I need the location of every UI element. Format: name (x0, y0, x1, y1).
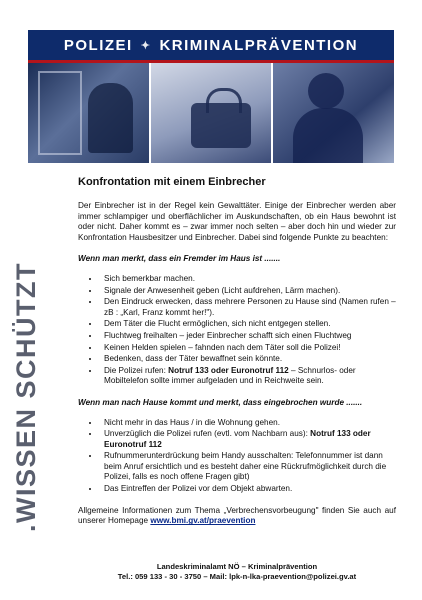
list-item (100, 429, 396, 450)
footer (78, 562, 396, 582)
intro-paragraph: Der Einbrecher ist in der Regel kein Gewalttäter. Einige der Einbrecher werden aber immer schlampiger und oberflächlicher im Auskundschaften, ob ein Haus bewohnt ist oder nicht. Daher kommt es – zwar immer noch selten – aber doch hin und wieder zur Konfrontation Hausbesitzer und Einbrecher. Dabei sind folgende Punkte zu beachten: (78, 201, 396, 242)
photo-handbag (151, 63, 272, 163)
list-item: • Das Eintreffen der Polizei vor dem Objekt abwarten. (100, 484, 396, 495)
section1-heading: Wenn man merkt, dass ein Fremder im Haus ist ....... (78, 254, 281, 264)
footer-contact: Tel.: 059 133 - 30 - 3750 – Mail: lpk-n-lka-praevention@polizei.gv.at (117, 572, 357, 581)
brand-kriminalpraevention: KRIMINALPRÄVENTION (159, 36, 359, 54)
list-item: • Keinen Helden spielen – fahnden nach dem Täter soll die Polizei! (100, 343, 396, 354)
photo-window-intruder (28, 63, 149, 163)
brand-polizei: POLIZEI (63, 36, 133, 54)
list-item: • Sich bemerkbar machen. (100, 274, 396, 285)
list-item: • Dem Täter die Flucht ermöglichen, sich nicht entgegen stellen. (100, 319, 396, 330)
slogan-vertical: .WISSEN SCHÜTZT (11, 262, 41, 532)
call-police-label: Die Polizei rufen: (104, 365, 166, 375)
list-item: • Fluchtweg freihalten – jeder Einbrecher schafft sich einen Fluchtweg (100, 331, 396, 342)
closing-paragraph (78, 506, 396, 527)
call-police-note: – Schnurlos- oder Mobiltelefon sollte immer aufgeladen und in Reichweite sein. (104, 365, 356, 386)
list-item: • Den Eindruck erwecken, dass mehrere Personen zu Hause sind (Namen rufen – zB : „Karl, Franz kommt her!"). (100, 297, 396, 318)
call-police-label: Unverzüglich die Polizei rufen (evtl. vom Nachbarn aus): (104, 429, 308, 439)
homepage-link[interactable]: www.bmi.gv.at/praevention (150, 516, 256, 526)
section2-heading: Wenn man nach Hause kommt und merkt, dass eingebrochen wurde ....... (78, 397, 363, 407)
eagle-emblem-icon: ✦ (140, 39, 152, 52)
photo-strip (28, 63, 394, 163)
main-content (78, 176, 396, 538)
emergency-numbers: Notruf 133 oder Euronotruf 112 (104, 429, 371, 449)
section1-list (78, 274, 396, 387)
list-item: • Nicht mehr in das Haus / in die Wohnung gehen. (100, 418, 396, 429)
section2-list (78, 418, 396, 495)
list-item: • Signale der Anwesenheit geben (Licht aufdrehen, Lärm machen). (100, 286, 396, 297)
list-item: • Rufnummerunterdrückung beim Handy ausschalten: Telefonnummer ist dann beim Anruf ersichtlich und es besteht daher eine Rückrufmöglichkeit durch die Polizei, falls es noch offene Fragen gibt) (100, 451, 396, 483)
footer-office: Landeskriminalamt NÖ – Kriminalprävention (156, 562, 318, 571)
list-item: • Bedenken, dass der Täter bewaffnet sein könnte. (100, 354, 396, 365)
emergency-numbers: Notruf 133 oder Euronotruf 112 (168, 365, 289, 375)
page-title: Konfrontation mit einem Einbrecher (78, 176, 266, 188)
header-band (28, 30, 394, 60)
list-item (100, 366, 396, 387)
closing-text: Allgemeine Informationen zum Thema „Verbrechensvorbeugung" finden Sie auch auf unserer Homepage (78, 505, 396, 526)
photo-burglar (273, 63, 394, 163)
